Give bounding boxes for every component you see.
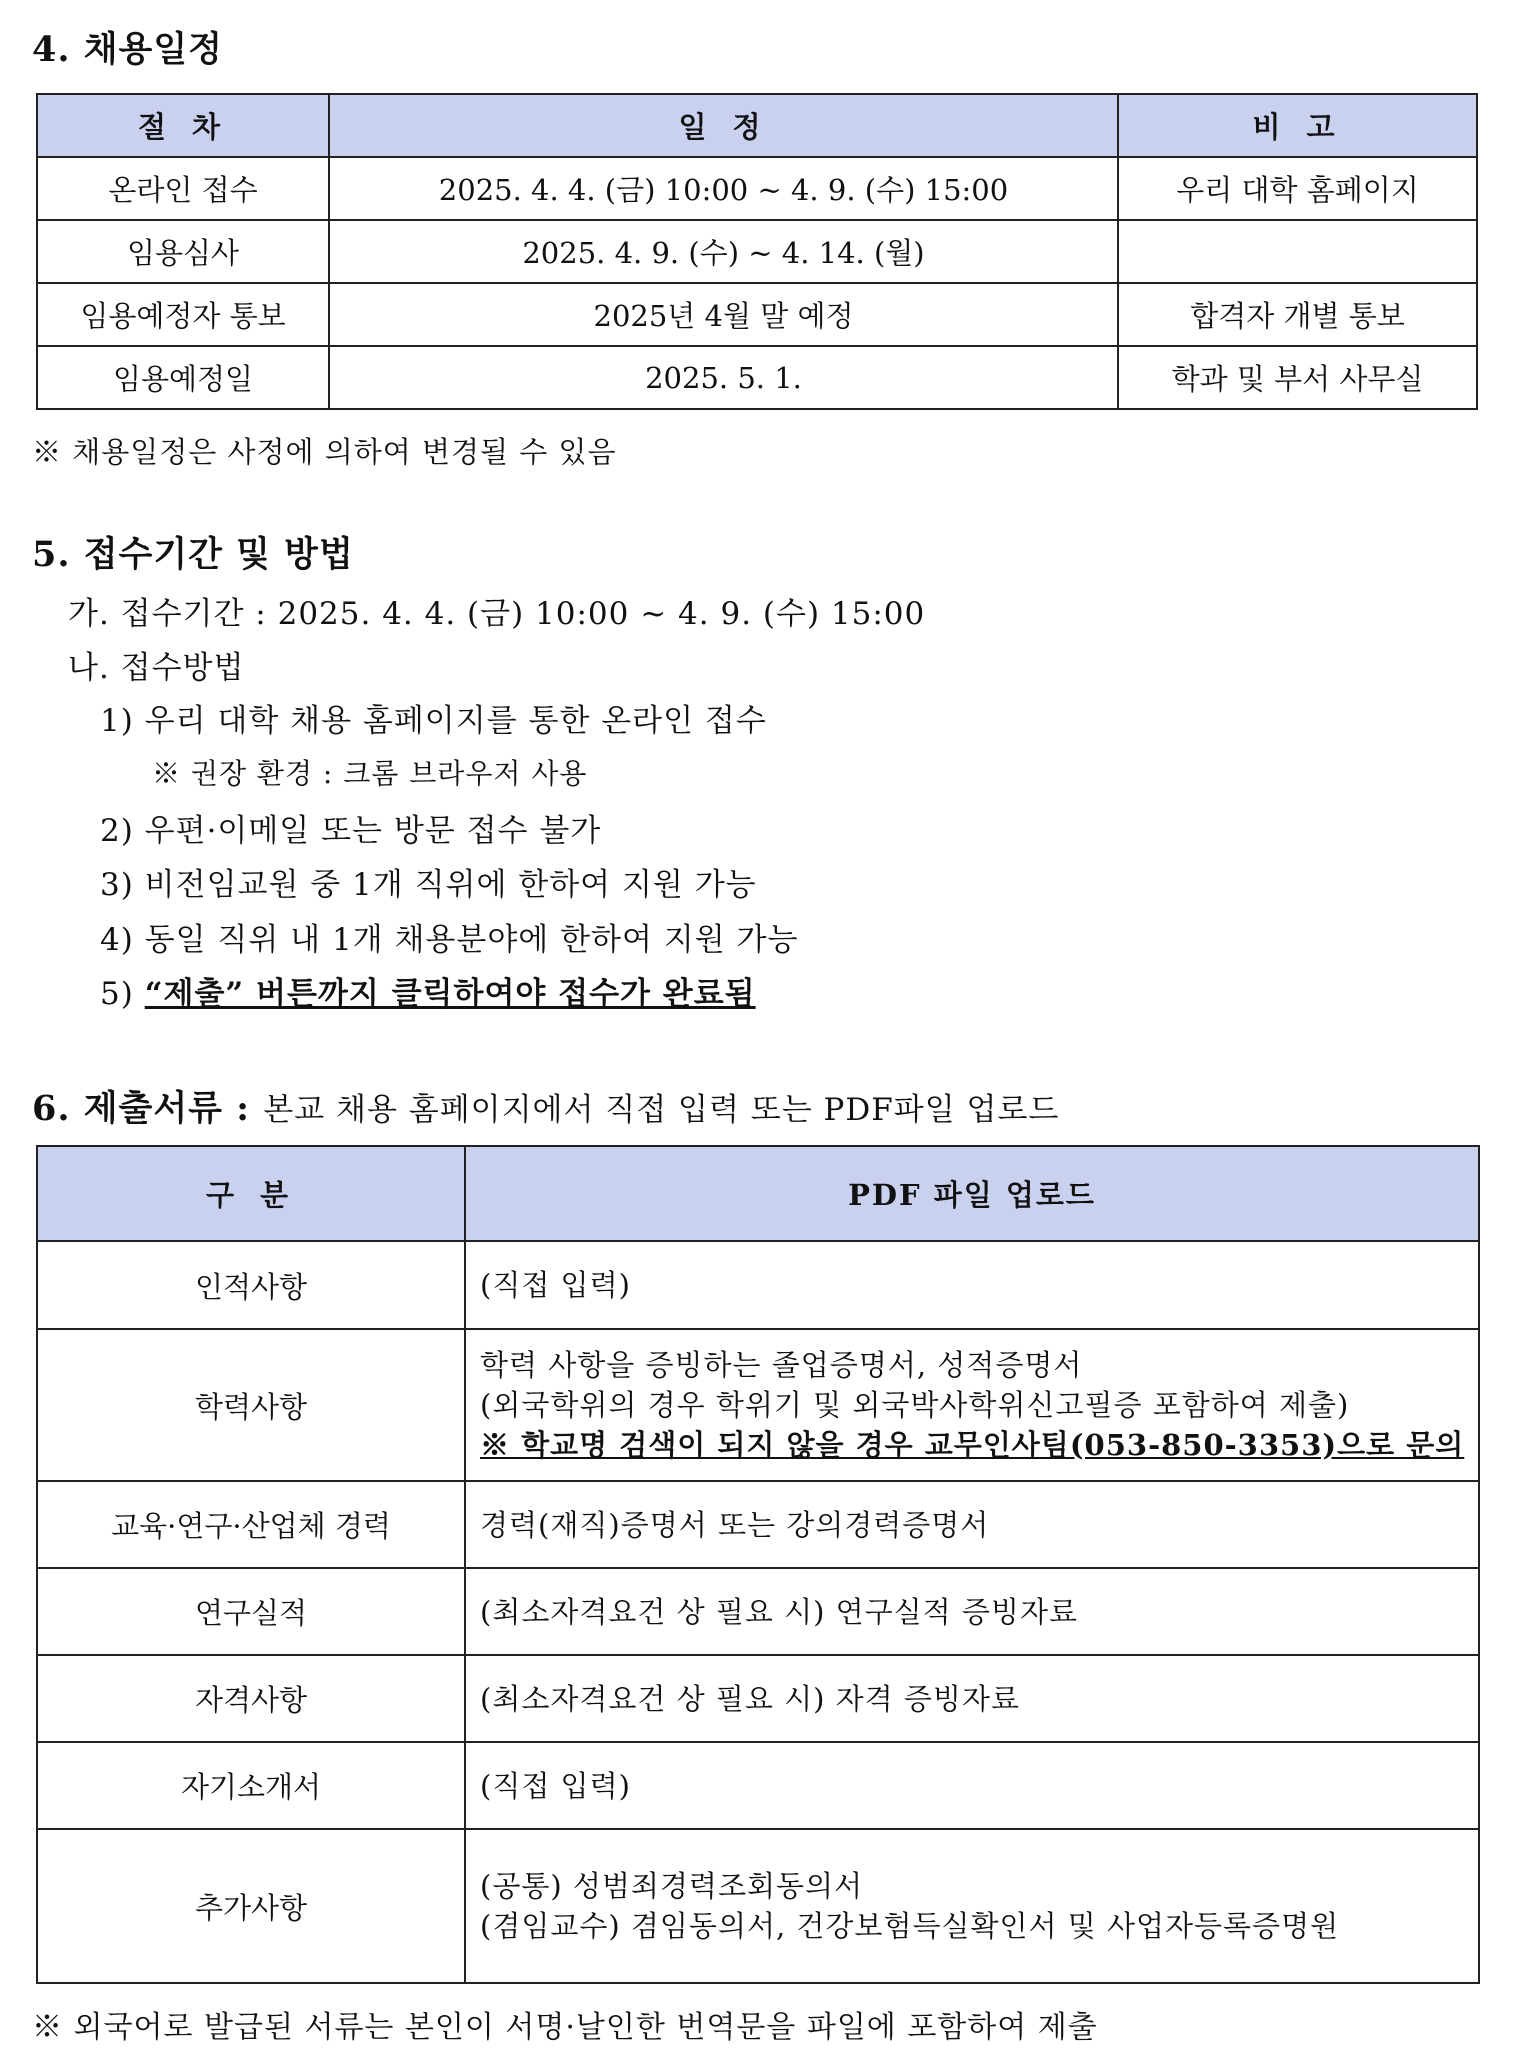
- table-row: [37, 1329, 1479, 1481]
- schedule-date: 2025. 4. 9. (수) ~ 4. 14. (월): [329, 220, 1118, 283]
- table-row: [37, 1481, 1479, 1568]
- schedule-note: 합격자 개별 통보: [1118, 283, 1477, 346]
- document-category: 자기소개서: [37, 1742, 465, 1829]
- schedule-note: [1118, 220, 1477, 283]
- document-detail-line: (직접 입력): [480, 1268, 631, 1302]
- method-item-1-note: ※ 권장 환경 : 크롬 브라우저 사용: [152, 757, 588, 790]
- table-row: [37, 1655, 1479, 1742]
- table-row: [37, 220, 1477, 283]
- schedule-note: 우리 대학 홈페이지: [1118, 157, 1477, 220]
- schedule-step: 온라인 접수: [37, 157, 329, 220]
- documents-header-row: [37, 1146, 1479, 1241]
- table-row: [37, 346, 1477, 409]
- schedule-header-note: 비 고: [1118, 94, 1477, 157]
- table-row: [37, 283, 1477, 346]
- documents-footnote: ※ 외국어로 발급된 서류는 본인이 서명·날인한 번역문을 파일에 포함하여 제출: [32, 2010, 1098, 2045]
- document-detail: [465, 1742, 1479, 1829]
- document-detail-line: 학력 사항을 증빙하는 졸업증명서, 성적증명서: [480, 1348, 1083, 1382]
- document-detail-line: (최소자격요건 상 필요 시) 자격 증빙자료: [480, 1681, 1020, 1716]
- table-row: [37, 1829, 1479, 1983]
- section6-title: [32, 1081, 1059, 1131]
- schedule-step: 임용심사: [37, 220, 329, 283]
- method-item-2: 2) 우편·이메일 또는 방문 접수 불가: [100, 813, 602, 849]
- method-item-5: [100, 968, 756, 1013]
- section6-title-bold: 6. 제출서류 :: [32, 1088, 251, 1129]
- section4-title: 4. 채용일정: [32, 29, 223, 70]
- schedule-header-step: 절 차: [37, 94, 329, 157]
- document-detail-line: (공통) 성범죄경력조회동의서: [480, 1869, 864, 1903]
- document-detail-line: (최소자격요건 상 필요 시) 연구실적 증빙자료: [480, 1594, 1078, 1629]
- table-row: [37, 1241, 1479, 1329]
- schedule-date: 2025. 4. 4. (금) 10:00 ~ 4. 9. (수) 15:00: [329, 157, 1118, 220]
- schedule-header-date: 일 정: [329, 94, 1118, 157]
- schedule-footnote: ※ 채용일정은 사정에 의하여 변경될 수 있음: [32, 435, 617, 469]
- document-detail: [465, 1329, 1479, 1481]
- section6-title-description: 본교 채용 홈페이지에서 직접 입력 또는 PDF파일 업로드: [263, 1092, 1060, 1128]
- document-category: 추가사항: [37, 1829, 465, 1983]
- document-detail-line: (겸임교수) 겸임동의서, 건강보험득실확인서 및 사업자등록증명원: [480, 1909, 1340, 1943]
- document-category: 자격사항: [37, 1655, 465, 1742]
- method-item-3: 3) 비전임교원 중 1개 직위에 한하여 지원 가능: [100, 867, 757, 903]
- table-row: [37, 1742, 1479, 1829]
- table-row: [37, 157, 1477, 220]
- document-category: 인적사항: [37, 1241, 465, 1329]
- documents-header-category: 구 분: [37, 1146, 465, 1241]
- schedule-date: 2025년 4월 말 예정: [329, 283, 1118, 346]
- method-item-5-number: 5): [100, 976, 134, 1012]
- method-item-5-emphasis: “제출” 버튼까지 클릭하여야 접수가 완료됨: [144, 976, 756, 1012]
- document-detail: [465, 1241, 1479, 1329]
- table-row: [37, 1568, 1479, 1655]
- application-period: 가. 접수기간 : 2025. 4. 4. (금) 10:00 ~ 4. 9. (수) 15:00: [68, 596, 926, 632]
- documents-header-upload: PDF 파일 업로드: [465, 1146, 1479, 1241]
- method-item-4: 4) 동일 직위 내 1개 채용분야에 한하여 지원 가능: [100, 922, 799, 958]
- document-detail: [465, 1829, 1479, 1983]
- schedule-note: 학과 및 부서 사무실: [1118, 346, 1477, 409]
- document-category: 교육·연구·산업체 경력: [37, 1481, 465, 1568]
- document-detail: [465, 1655, 1479, 1742]
- document-detail: [465, 1568, 1479, 1655]
- document-detail: [465, 1481, 1479, 1568]
- document-detail-line: (직접 입력): [480, 1768, 631, 1803]
- document-category: 학력사항: [37, 1329, 465, 1481]
- schedule-table: [36, 93, 1478, 410]
- document-detail-emphasis: ※ 학교명 검색이 되지 않을 경우 교무인사팀(053-850-3353)으로 문의: [480, 1428, 1465, 1462]
- section5-title: 5. 접수기간 및 방법: [32, 534, 354, 575]
- documents-table: [36, 1145, 1480, 1984]
- schedule-date: 2025. 5. 1.: [329, 346, 1118, 409]
- schedule-step: 임용예정자 통보: [37, 283, 329, 346]
- schedule-step: 임용예정일: [37, 346, 329, 409]
- schedule-header-row: [37, 94, 1477, 157]
- method-item-1: 1) 우리 대학 채용 홈페이지를 통한 온라인 접수: [100, 703, 767, 739]
- application-method-title: 나. 접수방법: [68, 650, 245, 686]
- document-detail-line: (외국학위의 경우 학위기 및 외국박사학위신고필증 포함하여 제출): [480, 1388, 1350, 1422]
- document-detail-line: 경력(재직)증명서 또는 강의경력증명서: [480, 1507, 990, 1542]
- document-category: 연구실적: [37, 1568, 465, 1655]
